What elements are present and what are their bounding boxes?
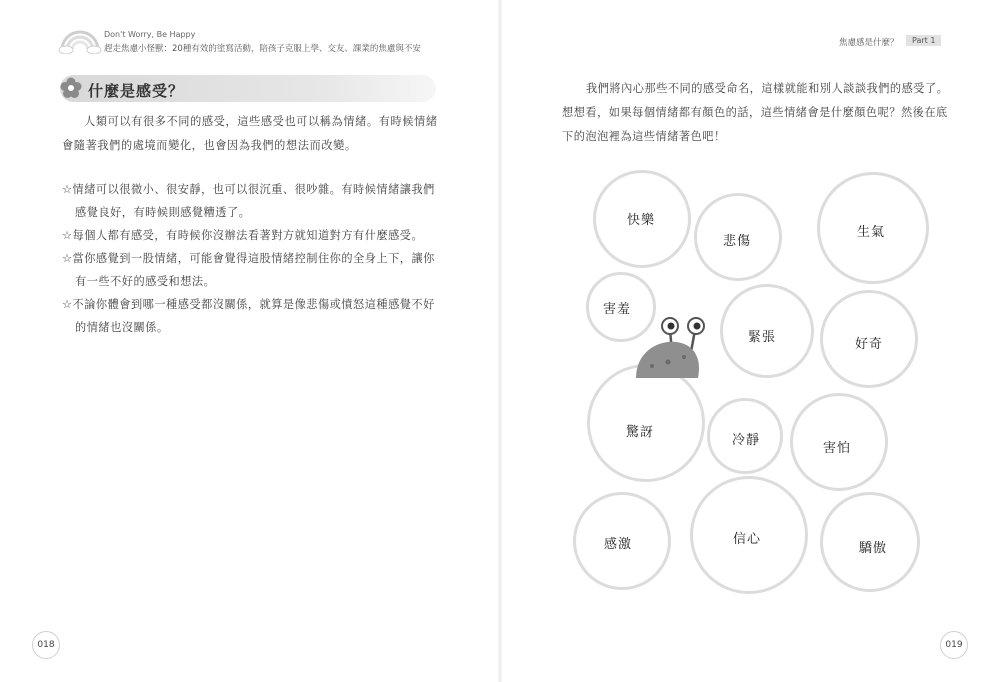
flower-icon bbox=[60, 77, 82, 99]
bubble-label: 緊張 bbox=[748, 330, 777, 345]
bubble-label: 驚訝 bbox=[626, 425, 655, 440]
page-number-left: 018 bbox=[32, 631, 60, 659]
bullet-item: ☆不論你體會到哪一種感受都沒關係，就算是像悲傷或憤怒這種感覺不好的情緒也沒關係。 bbox=[62, 298, 435, 334]
bullet-item: ☆當你感覺到一股情緒，可能會覺得這股情緒控制住你的全身上下，讓你有一些不好的感受和想法。 bbox=[62, 252, 435, 288]
bullet-item: ☆情緒可以很微小、很安靜，也可以很沉重、很吵雜。有時候情緒讓我們感覺良好，有時候則感覺糟透了。 bbox=[62, 183, 435, 219]
book-title-zh: 趕走焦慮小怪獸：20種有效的塗寫活動，陪孩子克服上學、交友、課業的焦慮與不安 bbox=[104, 44, 421, 54]
bubble-label: 害羞 bbox=[603, 302, 632, 317]
bubble-label: 快樂 bbox=[627, 213, 656, 228]
bullet-list bbox=[62, 178, 444, 339]
snail-illustration bbox=[628, 312, 708, 378]
bubble-label: 驕傲 bbox=[859, 541, 888, 556]
intro-paragraph: 人類可以有很多不同的感受，這些感受也可以稱為情緒。有時候情緒會隨著我們的處境而變化，也會因為我們的想法而改變。 bbox=[62, 115, 438, 152]
bubble-label: 冷靜 bbox=[732, 433, 761, 448]
bubble-label: 好奇 bbox=[855, 337, 884, 352]
page-number-right: 019 bbox=[940, 631, 968, 659]
book-title-en: Don't Worry, Be Happy bbox=[104, 30, 196, 39]
right-intro-paragraph: 我們將內心那些不同的感受命名，這樣就能和別人談談我們的感受了。想想看，如果每個情緒都有顏色的話，這些情緒會是什麼顏色呢？然後在底下的泡泡裡為這些情緒著色吧！ bbox=[562, 82, 949, 143]
part-label: Part 1 bbox=[906, 35, 941, 46]
bubble-label: 生氣 bbox=[857, 225, 886, 240]
rainbow-cloud-icon bbox=[58, 26, 102, 54]
bubble-label: 信心 bbox=[733, 532, 762, 547]
bubble-label: 悲傷 bbox=[723, 234, 752, 249]
chapter-title: 焦慮感是什麼？ bbox=[839, 38, 899, 48]
book-gutter bbox=[497, 0, 503, 682]
section-title: 什麼是感受？ bbox=[88, 82, 185, 100]
bubble-label: 害怕 bbox=[823, 441, 852, 456]
bubble-label: 感激 bbox=[604, 537, 633, 552]
bullet-item: ☆每個人都有感受，有時候你沒辦法看著對方就知道對方有什麼感受。 bbox=[62, 229, 424, 242]
